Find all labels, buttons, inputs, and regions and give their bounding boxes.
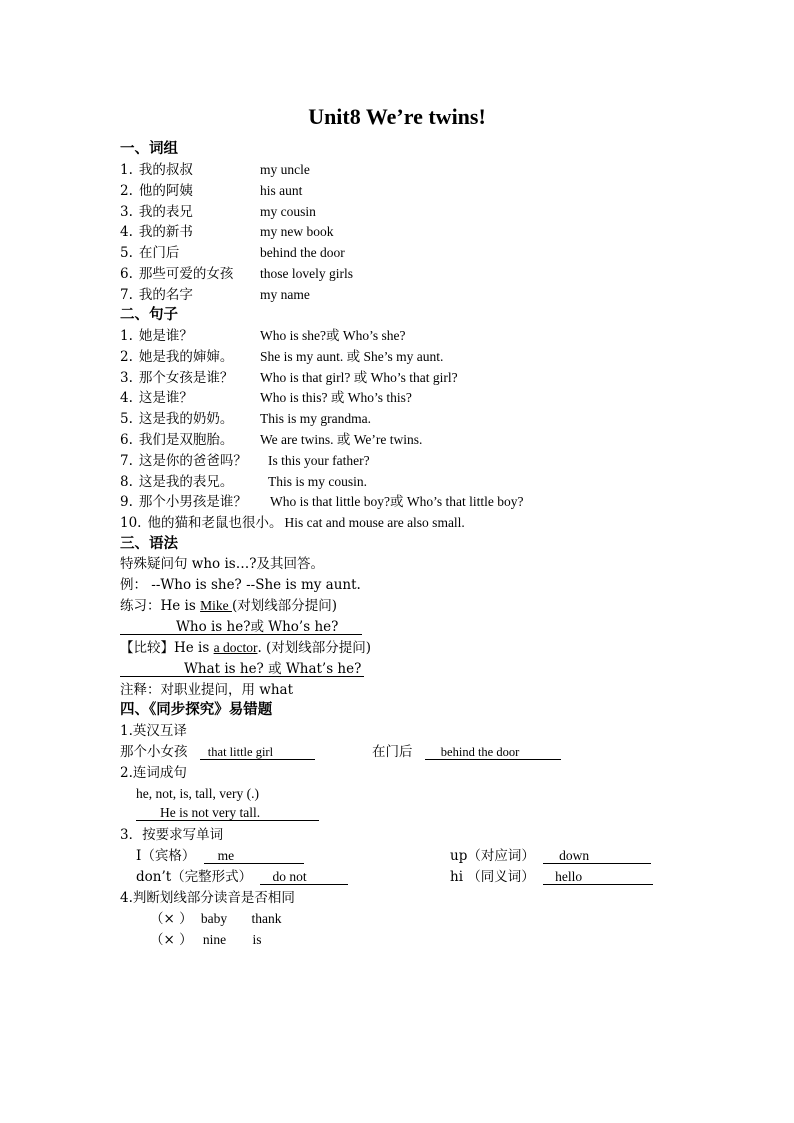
item-chinese: 我的名字 <box>138 286 193 303</box>
item-chinese: 我的表兄 <box>138 203 193 220</box>
item-english: my new book <box>260 224 334 240</box>
exercise-3-a: I（宾格） me <box>136 846 304 866</box>
section-heading-grammar: 三、语法 <box>120 535 178 552</box>
item-number: 1. <box>120 162 133 178</box>
list-item <box>120 326 406 346</box>
grammar-practice: 练习：He is Mike (对划线部分提问) <box>120 598 338 614</box>
list-item <box>120 222 334 242</box>
item-number: 9. <box>120 494 133 511</box>
item-chinese: 他的阿姨 <box>138 182 193 199</box>
item-chinese: 这是你的爸爸吗？ <box>138 452 247 469</box>
list-item <box>120 181 303 201</box>
item-chinese: 在门后 <box>138 245 180 262</box>
item-chinese: 她是谁？ <box>138 328 193 344</box>
grammar-note: 注释：对职业提问，用 what <box>120 682 294 698</box>
exercise-2-words: he, not, is, tall, very (.) <box>136 786 259 801</box>
exercise-1-a: 那个小女孩 that little girl <box>120 742 315 762</box>
item-english: Who is that girl? 或 Who’s that girl? <box>260 369 458 385</box>
section-heading-sentences: 二、句子 <box>120 306 178 323</box>
item-chinese: 她是我的婶婶。 <box>138 348 234 365</box>
list-item <box>120 472 368 492</box>
list-item <box>120 451 370 471</box>
exercise-2-answer: He is not very tall. <box>136 803 319 823</box>
item-chinese: 这是谁？ <box>138 390 193 407</box>
page-title: Unit8 We’re twins! <box>308 104 486 129</box>
exercise-2-title: 2.连词成句 <box>120 765 187 781</box>
exercise-4-a: （× ） baby thank <box>150 911 282 927</box>
list-item <box>120 513 465 533</box>
item-number: 6. <box>120 432 133 448</box>
list-item <box>120 202 316 222</box>
item-number: 5. <box>120 245 133 262</box>
item-number: 7. <box>120 286 133 303</box>
list-item <box>120 160 310 180</box>
grammar-compare-answer: What is he? 或 What’s he? <box>120 659 364 679</box>
item-number: 4. <box>120 390 133 407</box>
item-number: 5. <box>120 411 133 428</box>
grammar-example: 例： --Who is she? --She is my aunt. <box>120 577 361 593</box>
grammar-line: 特殊疑问句 who is…?及其回答。 <box>120 556 324 572</box>
item-chinese: 我们是双胞胎。 <box>138 432 234 448</box>
item-number: 1. <box>120 328 133 344</box>
item-english: Is this your father? <box>268 452 370 468</box>
list-item <box>120 264 353 284</box>
item-english: Who is that little boy?或 Who’s that little boy? <box>270 494 524 510</box>
item-english: my cousin <box>260 203 316 219</box>
item-number: 8. <box>120 473 133 490</box>
item-chinese: 那个女孩是谁？ <box>138 369 234 386</box>
item-chinese: 他的猫和老鼠也很小。 <box>147 515 283 532</box>
item-number: 10. <box>120 515 142 532</box>
item-number: 3. <box>120 203 133 220</box>
list-item <box>120 347 444 367</box>
item-chinese: 我的新书 <box>138 224 193 241</box>
list-item <box>120 409 371 429</box>
exercise-1-b: 在门后 behind the door <box>372 742 561 762</box>
exercise-1-title: 1.英汉互译 <box>120 723 187 739</box>
item-english: She is my aunt. 或 She’s my aunt. <box>260 348 444 364</box>
item-english: We are twins. 或 We’re twins. <box>260 432 423 447</box>
item-number: 7. <box>120 452 133 469</box>
item-english: His cat and mouse are also small. <box>284 515 465 531</box>
item-english: This is my cousin. <box>268 473 368 489</box>
list-item <box>120 285 310 305</box>
list-item <box>120 492 524 512</box>
item-english: Who is this? 或 Who’s this? <box>260 390 412 406</box>
exercise-3-b: up（对应词） down <box>450 846 651 866</box>
section-heading-exercises: 四、《同步探究》易错题 <box>120 701 273 718</box>
item-english: my name <box>260 286 310 302</box>
list-item <box>120 368 458 388</box>
list-item <box>120 243 345 263</box>
list-item <box>120 430 423 450</box>
item-english: This is my grandma. <box>260 411 371 427</box>
item-number: 6. <box>120 266 133 282</box>
exercise-4-title: 4.判断划线部分读音是否相同 <box>120 890 295 906</box>
section-heading-phrases: 一、词组 <box>120 140 178 157</box>
item-number: 3. <box>120 369 133 386</box>
item-chinese: 我的叔叔 <box>138 162 193 178</box>
item-chinese: 这是我的奶奶。 <box>138 411 234 428</box>
grammar-compare: 【比较】He is a doctor. (对划线部分提问) <box>120 640 372 656</box>
item-english: his aunt <box>260 182 303 198</box>
item-english: Who is she?或 Who’s she? <box>260 328 406 343</box>
item-number: 2. <box>120 182 133 199</box>
exercise-3-title: 3．按要求写单词 <box>120 827 224 843</box>
exercise-4-b: （× ） nine is <box>150 932 262 948</box>
item-chinese: 那些可爱的女孩 <box>138 266 234 282</box>
list-item <box>120 388 412 408</box>
exercise-3-c: don’t（完整形式） do not <box>136 867 348 887</box>
grammar-practice-answer: Who is he?或 Who’s he? <box>120 617 362 637</box>
item-chinese: 这是我的表兄。 <box>138 473 234 490</box>
item-number: 4. <box>120 224 133 241</box>
item-number: 2. <box>120 348 133 365</box>
item-english: behind the door <box>260 245 345 261</box>
item-english: my uncle <box>260 162 310 177</box>
item-chinese: 那个小男孩是谁？ <box>138 494 247 511</box>
exercise-3-d: hi （同义词） hello <box>450 867 653 887</box>
item-english: those lovely girls <box>260 266 353 281</box>
